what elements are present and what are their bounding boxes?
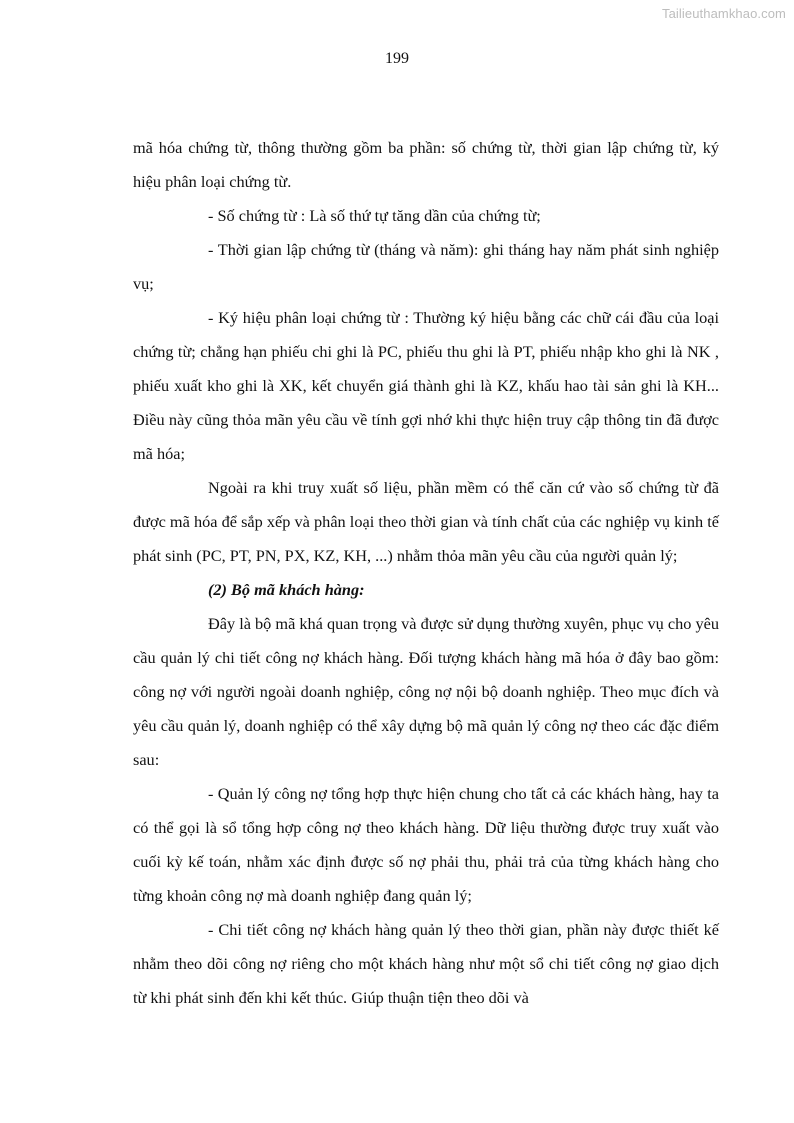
- paragraph-bo-ma-khach-hang: Đây là bộ mã khá quan trọng và được sử dụng thường xuyên, phục vụ cho yêu cầu quản lý chi tiết công nợ khách hàng. Đối tượng khách hàng mã hóa ở đây bao gồm: công nợ với người ngoài doanh nghiệp, công nợ nội bộ doanh nghiệp. Theo mục đích và yêu cầu quản lý, doanh nghiệp có thể xây dựng bộ mã quản lý công nợ theo các đặc điểm sau:: [133, 614, 719, 769]
- paragraph-bullet-so-chung-tu: - Số chứng từ : Là số thứ tự tăng dần của chứng từ;: [208, 206, 541, 225]
- paragraph-intro: mã hóa chứng từ, thông thường gồm ba phần: số chứng từ, thời gian lập chứng từ, ký hiệu phân loại chứng từ.: [133, 138, 719, 191]
- watermark: Tailieuthamkhao.com: [661, 6, 786, 21]
- page-number: 199: [385, 50, 409, 67]
- section-heading: (2) Bộ mã khách hàng:: [208, 580, 365, 599]
- paragraph-bullet-chi-tiet: - Chi tiết công nợ khách hàng quản lý theo thời gian, phần này được thiết kế nhằm theo dõi công nợ riêng cho một khách hàng như một sổ chi tiết công nợ giao dịch từ khi phát sinh đến khi kết thúc. Giúp thuận tiện theo dõi và: [133, 920, 719, 1007]
- paragraph-bullet-ky-hieu: - Ký hiệu phân loại chứng từ : Thường ký hiệu bằng các chữ cái đầu của loại chứng từ; chẳng hạn phiếu chi ghi là PC, phiếu thu ghi là PT, phiếu nhập kho ghi là NK , phiếu xuất kho ghi là XK, kết chuyển giá thành ghi là KZ, khấu hao tài sản ghi là KH... Điều này cũng thỏa mãn yêu cầu về tính gợi nhớ khi thực hiện truy cập thông tin đã được mã hóa;: [133, 308, 719, 463]
- paragraph-bullet-thoi-gian: - Thời gian lập chứng từ (tháng và năm): ghi tháng hay năm phát sinh nghiệp vụ;: [133, 240, 719, 293]
- paragraph-bullet-tong-hop: - Quản lý công nợ tổng hợp thực hiện chung cho tất cả các khách hàng, hay ta có thể gọi là sổ tổng hợp công nợ theo khách hàng. Dữ liệu thường được truy xuất vào cuối kỳ kế toán, nhằm xác định được số nợ phải thu, phải trả của từng khách hàng cho từng khoản công nợ mà doanh nghiệp đang quản lý;: [133, 784, 719, 905]
- document-body: [133, 131, 719, 1015]
- paragraph-ngoai-ra: Ngoài ra khi truy xuất số liệu, phần mềm có thể căn cứ vào số chứng từ đã được mã hóa để sắp xếp và phân loại theo thời gian và tính chất của các nghiệp vụ kinh tế phát sinh (PC, PT, PN, PX, KZ, KH, ...) nhằm thỏa mãn yêu cầu của người quản lý;: [133, 478, 719, 565]
